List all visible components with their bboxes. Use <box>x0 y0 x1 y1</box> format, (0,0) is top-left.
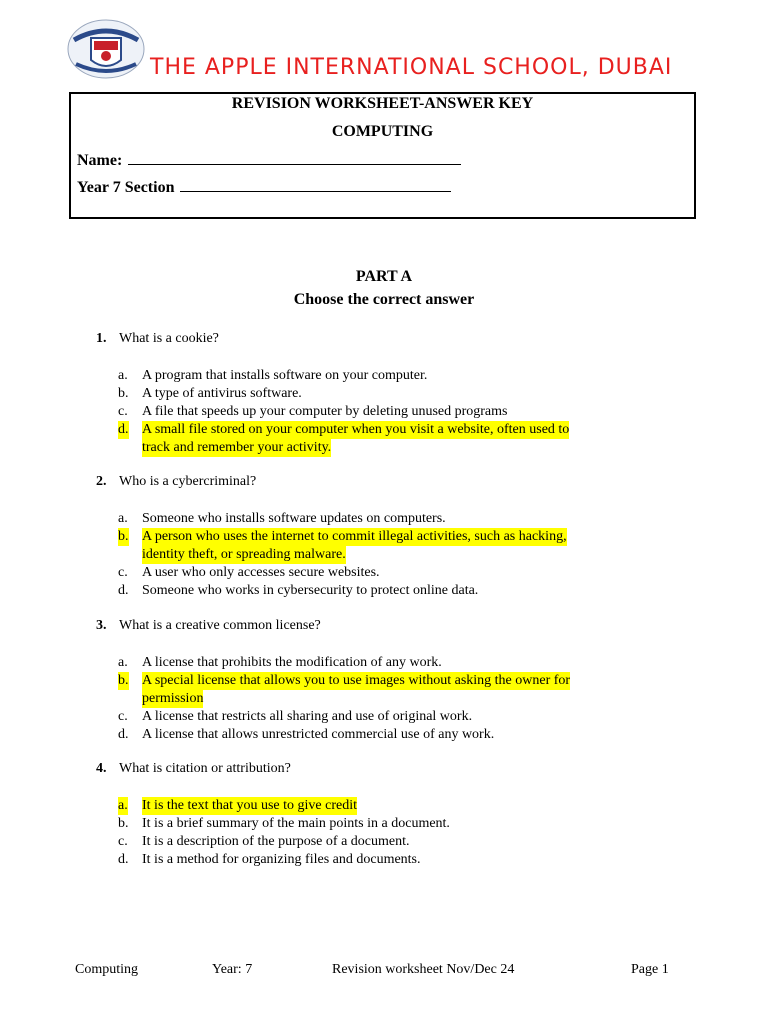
correct-answer-text <box>142 672 570 690</box>
option-letter: c. <box>118 404 128 419</box>
correct-answer-text <box>142 421 569 439</box>
option-text <box>142 403 507 421</box>
school-crest-logo <box>66 18 146 80</box>
part-instruction: Choose the correct answer <box>293 291 475 308</box>
footer-page: Page 1 <box>631 962 669 977</box>
correct-answer-text <box>142 546 346 564</box>
question-text: What is a creative common license? <box>119 618 321 633</box>
correct-answer-text <box>142 439 331 457</box>
option-text <box>142 815 450 833</box>
option-text <box>142 708 472 726</box>
option-text <box>142 726 494 744</box>
subject-title: COMPUTING <box>331 123 434 140</box>
option-text <box>142 385 302 403</box>
option-line: A license that prohibits the modification of any work. <box>142 655 442 670</box>
option-letter: d. <box>118 583 129 598</box>
footer-worksheet: Revision worksheet Nov/Dec 24 <box>332 962 515 977</box>
school-name: THE APPLE INTERNATIONAL SCHOOL, DUBAI <box>150 55 673 80</box>
option-letter: b. <box>118 529 129 544</box>
option-line: Someone who works in cybersecurity to protect online data. <box>142 583 479 598</box>
option-letter: d. <box>118 727 129 742</box>
worksheet-title: REVISION WORKSHEET-ANSWER KEY <box>231 95 534 112</box>
option-line: A license that restricts all sharing and use of original work. <box>142 709 473 724</box>
question-number: 3. <box>96 618 107 633</box>
option-line: A special license that allows you to use images without asking the owner for <box>142 673 571 688</box>
section-label: Year 7 Section <box>77 179 175 196</box>
option-letter: b. <box>118 816 129 831</box>
question-text: What is citation or attribution? <box>119 761 291 776</box>
name-label: Name: <box>77 152 123 169</box>
option-line: A type of antivirus software. <box>142 386 302 401</box>
option-text <box>142 510 446 528</box>
option-letter: c. <box>118 565 128 580</box>
option-line: It is a brief summary of the main points in a document. <box>142 816 450 831</box>
correct-answer-text <box>142 690 203 708</box>
option-letter: c. <box>118 834 128 849</box>
option-line: A program that installs software on your computer. <box>142 368 428 383</box>
option-line: A user who only accesses secure websites. <box>142 565 380 580</box>
option-line: A file that speeds up your computer by deleting unused programs <box>142 404 508 419</box>
section-line <box>77 177 451 197</box>
question-text: Who is a cybercriminal? <box>119 474 257 489</box>
option-letter: b. <box>118 386 129 401</box>
question-number: 4. <box>96 761 107 776</box>
option-text <box>142 851 421 869</box>
option-text <box>142 582 478 600</box>
name-blank <box>128 150 461 165</box>
option-letter: d. <box>118 852 129 867</box>
footer-subject: Computing <box>75 962 139 977</box>
option-line: A person who uses the internet to commit illegal activities, such as hacking, <box>142 529 567 544</box>
option-letter: a. <box>118 655 128 670</box>
question-number: 1. <box>96 331 107 346</box>
footer-year: Year: 7 <box>212 962 253 977</box>
option-line: It is the text that you use to give credit <box>142 798 358 813</box>
option-letter: a. <box>118 798 128 813</box>
option-line: track and remember your activity. <box>142 440 332 455</box>
worksheet-header-box <box>69 92 696 219</box>
option-letter: c. <box>118 709 128 724</box>
correct-answer-text <box>142 797 357 815</box>
correct-answer-text <box>142 528 567 546</box>
option-line: A license that allows unrestricted commercial use of any work. <box>142 727 495 742</box>
option-line: Someone who installs software updates on computers. <box>142 511 446 526</box>
option-letter: b. <box>118 673 129 688</box>
option-letter: d. <box>118 422 129 437</box>
option-line: identity theft, or spreading malware. <box>142 547 346 562</box>
option-line: permission <box>142 691 204 706</box>
option-line: It is a description of the purpose of a document. <box>142 834 410 849</box>
option-text <box>142 654 442 672</box>
option-text <box>142 833 409 851</box>
option-line: It is a method for organizing files and documents. <box>142 852 421 867</box>
question-text: What is a cookie? <box>119 331 219 346</box>
section-blank <box>180 177 451 192</box>
option-letter: a. <box>118 511 128 526</box>
option-line: A small file stored on your computer when you visit a website, often used to <box>142 422 570 437</box>
question-number: 2. <box>96 474 107 489</box>
option-letter: a. <box>118 368 128 383</box>
name-line <box>77 150 461 170</box>
option-text <box>142 564 380 582</box>
option-text <box>142 367 427 385</box>
part-heading: PART A <box>355 268 413 285</box>
